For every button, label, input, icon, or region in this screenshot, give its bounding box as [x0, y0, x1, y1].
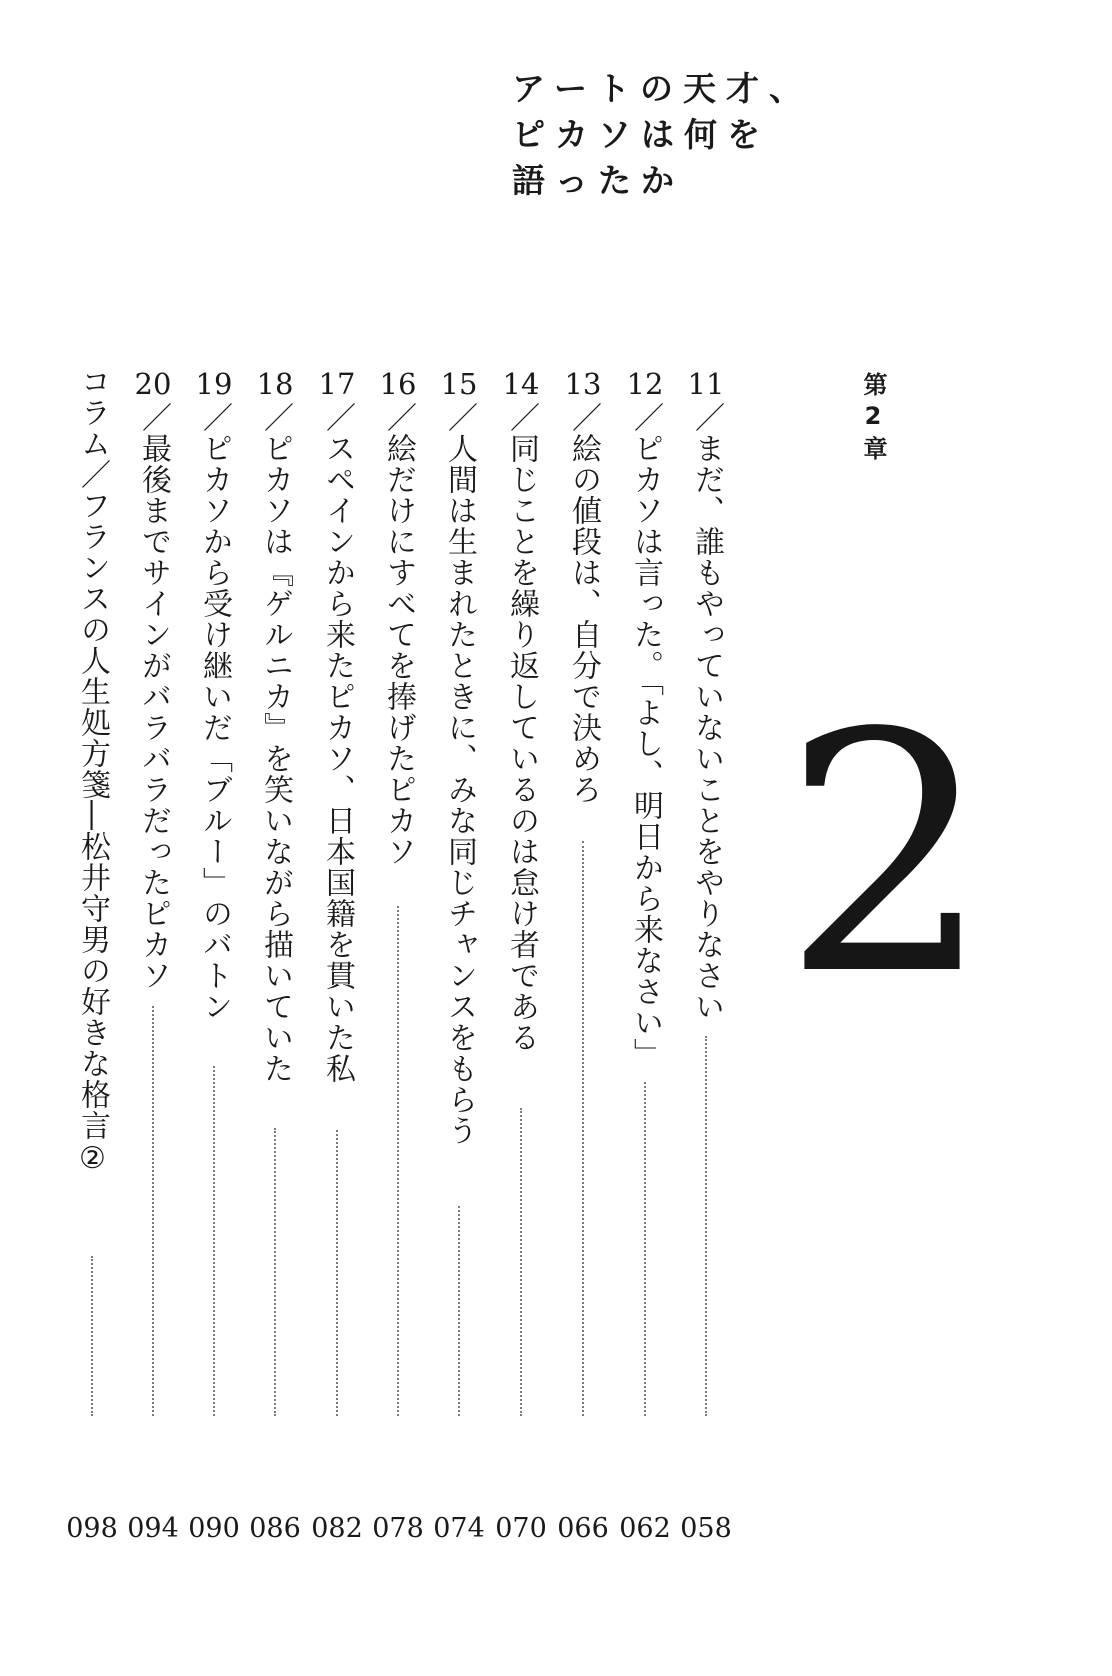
toc-entry-page: 094	[127, 1513, 179, 1544]
toc-entry-page: 090	[188, 1513, 240, 1544]
chapter-label: 第2章	[859, 372, 887, 466]
toc-entry-title: ／ピカソは言った。「よし、明日から来なさい」	[628, 402, 663, 1069]
toc-entry-title: ／人間は生まれたときに、みな同じチャンスをもらう	[442, 402, 477, 1146]
toc-entry-title: ／絵だけにすべてを捧げたピカソ	[381, 402, 416, 867]
toc-entry-title: ／ピカソから受け継いだ「ブルー」のバトン	[197, 402, 232, 1022]
toc-entry[interactable]	[121, 366, 185, 1546]
toc-entry-page: 078	[372, 1513, 424, 1544]
dotted-leader	[458, 1206, 460, 1416]
chapter-title-line-1: アートの天才、	[512, 69, 813, 108]
toc-entry-number: 13	[564, 367, 602, 401]
dotted-leader	[152, 1006, 154, 1416]
toc-entry-number: 16	[379, 367, 417, 401]
toc-entry-page: 086	[249, 1513, 301, 1544]
dotted-leader	[520, 1108, 522, 1416]
toc-entry[interactable]	[551, 366, 615, 1546]
toc-entry-number: 19	[195, 367, 233, 401]
toc-entry-page: 070	[495, 1513, 547, 1544]
toc-entry-page: 058	[680, 1513, 732, 1544]
dotted-leader	[582, 841, 584, 1416]
toc-entry-page: 098	[66, 1513, 118, 1544]
toc-entry-number: 18	[256, 367, 294, 401]
toc-entry-page: 062	[619, 1513, 671, 1544]
toc-entry-number: 20	[134, 367, 172, 401]
dotted-leader	[644, 1082, 646, 1416]
chapter-title-line-2: ピカソは何を	[512, 115, 770, 154]
toc-entry[interactable]	[613, 366, 677, 1546]
toc-entry[interactable]	[674, 366, 738, 1546]
dotted-leader	[336, 1130, 338, 1416]
toc-entry-number: 12	[626, 367, 664, 401]
toc-entry[interactable]	[243, 366, 307, 1546]
dotted-leader	[91, 1256, 93, 1416]
toc-entry[interactable]	[427, 366, 491, 1546]
toc-entry[interactable]	[489, 366, 553, 1546]
dotted-leader	[213, 1066, 215, 1416]
chapter-title-line-3: 語ったか	[512, 161, 684, 200]
toc-entry-number: 11	[687, 367, 725, 401]
toc-entry-title: ／同じことを繰り返しているのは怠け者である	[504, 402, 539, 1053]
toc-entry[interactable]	[182, 366, 246, 1546]
dotted-leader	[274, 1128, 276, 1416]
toc-entry-page: 082	[311, 1513, 363, 1544]
chapter-title	[512, 66, 812, 204]
toc-entry-title: ／最後までサインがバラバラだったピカソ	[136, 402, 171, 991]
toc-entry-page: 074	[433, 1513, 485, 1544]
toc-entry-column[interactable]	[60, 366, 124, 1546]
toc-entry-number: 17	[318, 367, 356, 401]
toc-entry-title	[74, 366, 110, 1177]
chapter-number: 2	[782, 663, 992, 1047]
toc-entry-title: ／まだ、誰もやっていないことをやりなさい	[689, 402, 724, 1022]
toc-entry-column-text: ／フランスの人生処方箋―松井守男の好きな格言②	[75, 459, 110, 1177]
toc-entry-number: 15	[440, 367, 478, 401]
toc-entry-title: ／絵の値段は、自分で決めろ	[566, 402, 601, 805]
toc-entry-number: 14	[502, 367, 540, 401]
dotted-leader	[397, 906, 399, 1416]
toc-entry-title: ／スペインから来たピカソ、日本国籍を貫いた私	[320, 402, 355, 1084]
toc-entry[interactable]	[305, 366, 369, 1546]
toc-entry-title: ／ピカソは『ゲルニカ』を笑いながら描いていた	[258, 402, 293, 1084]
toc-entry-column-label: コラム	[75, 366, 110, 459]
dotted-leader	[705, 1036, 707, 1416]
toc-entry-page: 066	[557, 1513, 609, 1544]
toc-entry[interactable]	[366, 366, 430, 1546]
